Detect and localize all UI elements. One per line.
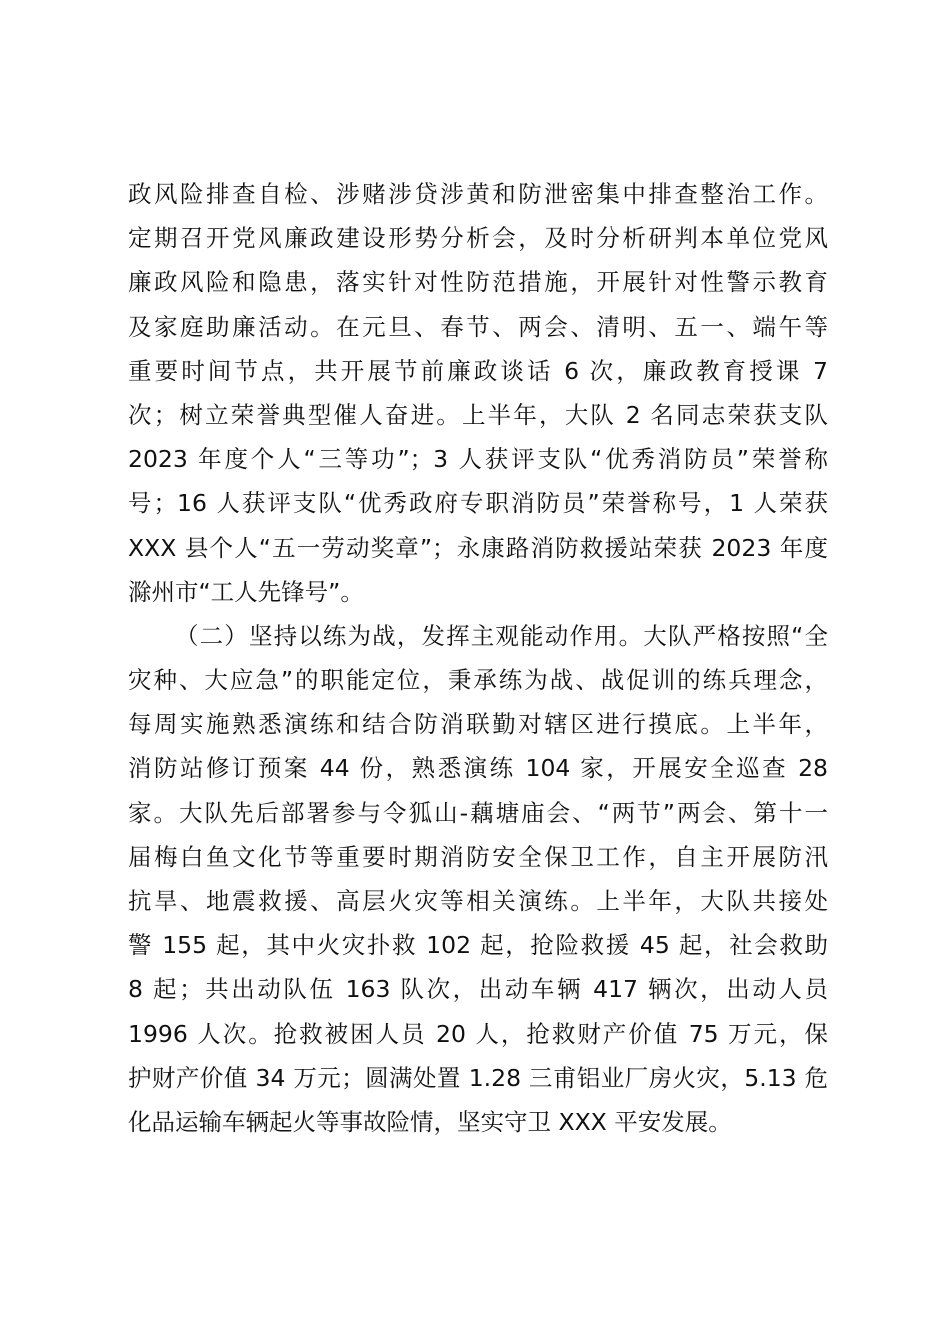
text-line: 届梅白鱼文化节等重要时期消防安全保卫工作，自主开展防汛	[128, 842, 828, 871]
text-line: 次；树立荣誉典型催人奋进。上半年，大队 2 名同志荣获支队	[128, 400, 828, 429]
text-line: 灾种、大应急”的职能定位，秉承练为战、战促训的练兵理念，	[128, 666, 828, 695]
text-line: 警 155 起，其中火灾扑救 102 起，抢险救援 45 起，社会救助	[128, 931, 828, 960]
text-line: XXX 县个人“五一劳动奖章”；永康路消防救援站荣获 2023 年度	[128, 533, 828, 562]
section-heading-line: （二）坚持以练为战，发挥主观能动作用。大队严格按照“全	[175, 621, 828, 650]
text-line: 8 起；共出动队伍 163 队次，出动车辆 417 辆次，出动人员	[128, 975, 828, 1004]
text-line: 廉政风险和隐患，落实针对性防范措施，开展针对性警示教育	[128, 268, 828, 297]
text-line: 1996 人次。抢救被困人员 20 人，抢救财产价值 75 万元，保	[128, 1019, 828, 1048]
text-line: 家。大队先后部署参与令狐山-藕塘庙会、“两节”两会、第十一	[128, 798, 828, 827]
text-line: 滁州市“工人先锋号”。	[128, 577, 364, 606]
text-line: 化品运输车辆起火等事故险情，坚实守卫 XXX 平安发展。	[128, 1107, 732, 1136]
body-text	[128, 172, 828, 1144]
text-line: 及家庭助廉活动。在元旦、春节、两会、清明、五一、端午等	[128, 312, 828, 341]
text-line: 定期召开党风廉政建设形势分析会，及时分析研判本单位党风	[128, 224, 828, 253]
text-line: 每周实施熟悉演练和结合防消联勤对辖区进行摸底。上半年，	[128, 710, 828, 739]
text-line: 号；16 人获评支队“优秀政府专职消防员”荣誉称号，1 人荣获	[128, 489, 828, 518]
text-line: 2023 年度个人“三等功”；3 人获评支队“优秀消防员”荣誉称	[128, 445, 828, 474]
text-line: 护财产价值 34 万元；圆满处置 1.28 三甫铝业厂房火灾，5.13 危	[128, 1063, 828, 1092]
text-line: 重要时间节点，共开展节前廉政谈话 6 次，廉政教育授课 7	[128, 356, 828, 385]
text-line: 抗旱、地震救援、高层火灾等相关演练。上半年，大队共接处	[128, 887, 828, 915]
text-line: 政风险排查自检、涉赌涉贷涉黄和防泄密集中排查整治工作。	[128, 180, 828, 208]
text-line: 消防站修订预案 44 份，熟悉演练 104 家，开展安全巡查 28	[128, 754, 828, 783]
